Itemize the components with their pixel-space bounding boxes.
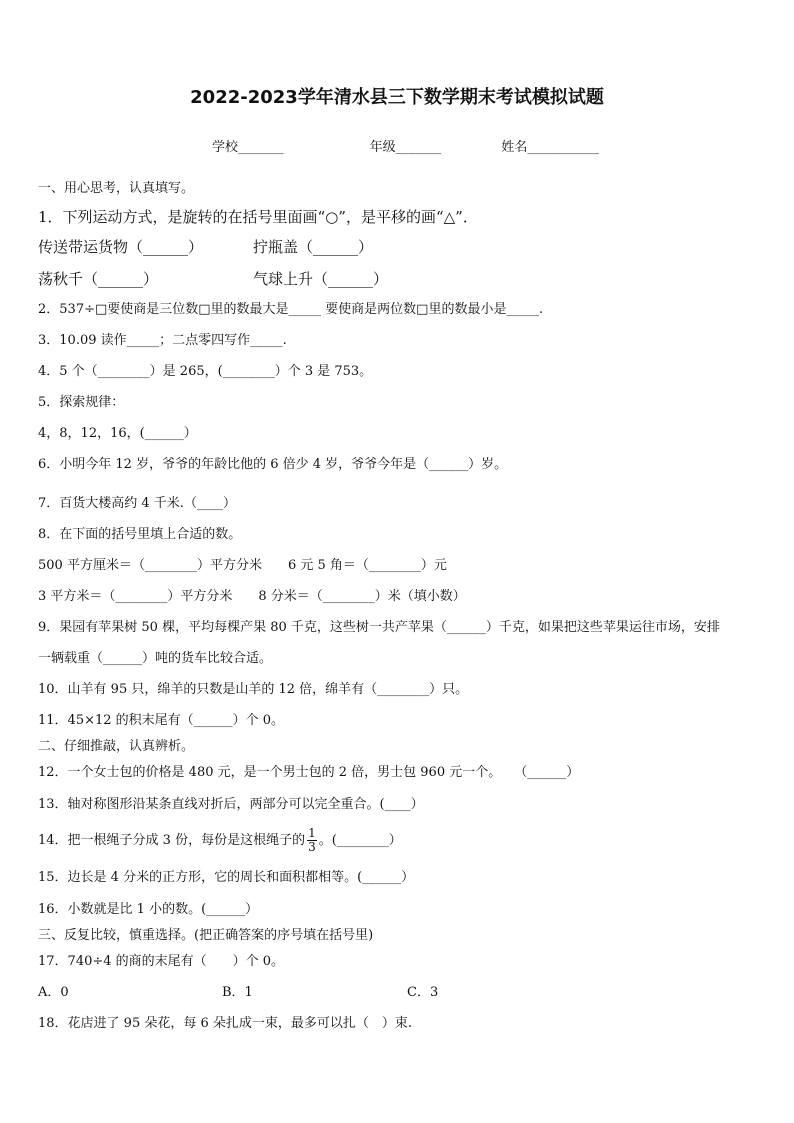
- question-1-item-b: 拧瓶盖（______）: [253, 238, 374, 256]
- question-7: 7．百货大楼高约 4 千米.（____）: [38, 496, 236, 511]
- question-14: [38, 826, 402, 856]
- question-14-text: 14．把一根绳子分成 3 份，每份是这根绳子的: [38, 833, 306, 848]
- question-1: 1．下列运动方式，是旋转的在括号里面画“○”，是平移的画“△”．: [38, 208, 478, 226]
- question-1-item-d: 气球上升（______）: [253, 270, 389, 288]
- fraction-denominator: 3: [308, 840, 316, 854]
- question-2: 2．537÷□要使商是三位数□里的数最大是_____ 要使商是两位数□里的数最小是_____.: [38, 302, 544, 317]
- question-6: 6．小明今年 12 岁，爷爷的年龄比他的 6 倍少 4 岁，爷爷今年是（______）岁。: [38, 457, 508, 472]
- section-1-heading: 一、用心思考，认真填写。: [38, 181, 195, 196]
- question-1-item-a: 传送带运货物（______）: [38, 238, 204, 256]
- question-4: 4．5 个（________）是 265，(________）个 3 是 753。: [38, 364, 373, 379]
- fraction-one-third: [307, 827, 317, 854]
- question-8-row-2: 3 平方米＝（________）平方分米 8 分米＝（________）米（填小数）: [38, 589, 466, 604]
- fraction-numerator: 1: [308, 826, 316, 840]
- question-10: 10．山羊有 95 只，绵羊的只数是山羊的 12 倍，绵羊有（________）只。: [38, 682, 469, 697]
- school-field: 学校_______: [212, 140, 284, 155]
- question-17-option-b: B．1: [222, 985, 253, 1000]
- question-17-option-a: A．0: [38, 985, 69, 1000]
- section-2-heading: 二、仔细推敲，认真辨析。: [38, 739, 195, 754]
- page-title: 2022-2023学年清水县三下数学期末考试模拟试题: [190, 87, 604, 108]
- question-9-line-2: 一辆载重（______）吨的货车比较合适。: [38, 651, 273, 666]
- question-16: 16．小数就是比 1 小的数。(______）: [38, 902, 259, 917]
- question-5: 5．探索规律：: [38, 395, 125, 410]
- question-3: 3．10.09 读作_____；二点零四写作_____.: [38, 333, 287, 348]
- question-17-option-c: C．3: [407, 985, 439, 1000]
- question-11: 11．45×12 的积末尾有（______）个 0。: [38, 713, 285, 728]
- name-field: 姓名___________: [501, 140, 599, 155]
- question-12: 12．一个女士包的价格是 480 元，是一个男士包的 2 倍，男士包 960 元一个。 （______）: [38, 765, 580, 780]
- question-8: 8．在下面的括号里填上合适的数。: [38, 527, 242, 542]
- question-9-line-1: 9．果园有苹果树 50 棵，平均每棵产果 80 千克，这些树一共产苹果（______）千克，如果把这些苹果运往市场，安排: [38, 620, 720, 635]
- student-info: [212, 140, 599, 156]
- question-13: 13．轴对称图形沿某条直线对折后，两部分可以完全重合。(____）: [38, 797, 424, 812]
- question-15: 15．边长是 4 分米的正方形，它的周长和面积都相等。(______）: [38, 870, 415, 885]
- grade-field: 年级_______: [369, 140, 442, 155]
- question-18: 18．花店进了 95 朵花，每 6 朵扎成一束，最多可以扎（ ）束.: [38, 1016, 413, 1031]
- section-3-heading: 三、反复比较，慎重选择。(把正确答案的序号填在括号里): [38, 928, 374, 943]
- question-14-blank: 。(________）: [318, 833, 402, 848]
- question-5-sequence: 4，8，12，16，(______）: [38, 426, 197, 441]
- question-17: 17．740÷4 的商的末尾有（ ）个 0。: [38, 954, 285, 969]
- question-1-item-c: 荡秋千（______）: [38, 270, 159, 288]
- question-8-row-1: 500 平方厘米＝（________）平方分米 6 元 5 角＝（________）元: [38, 558, 447, 573]
